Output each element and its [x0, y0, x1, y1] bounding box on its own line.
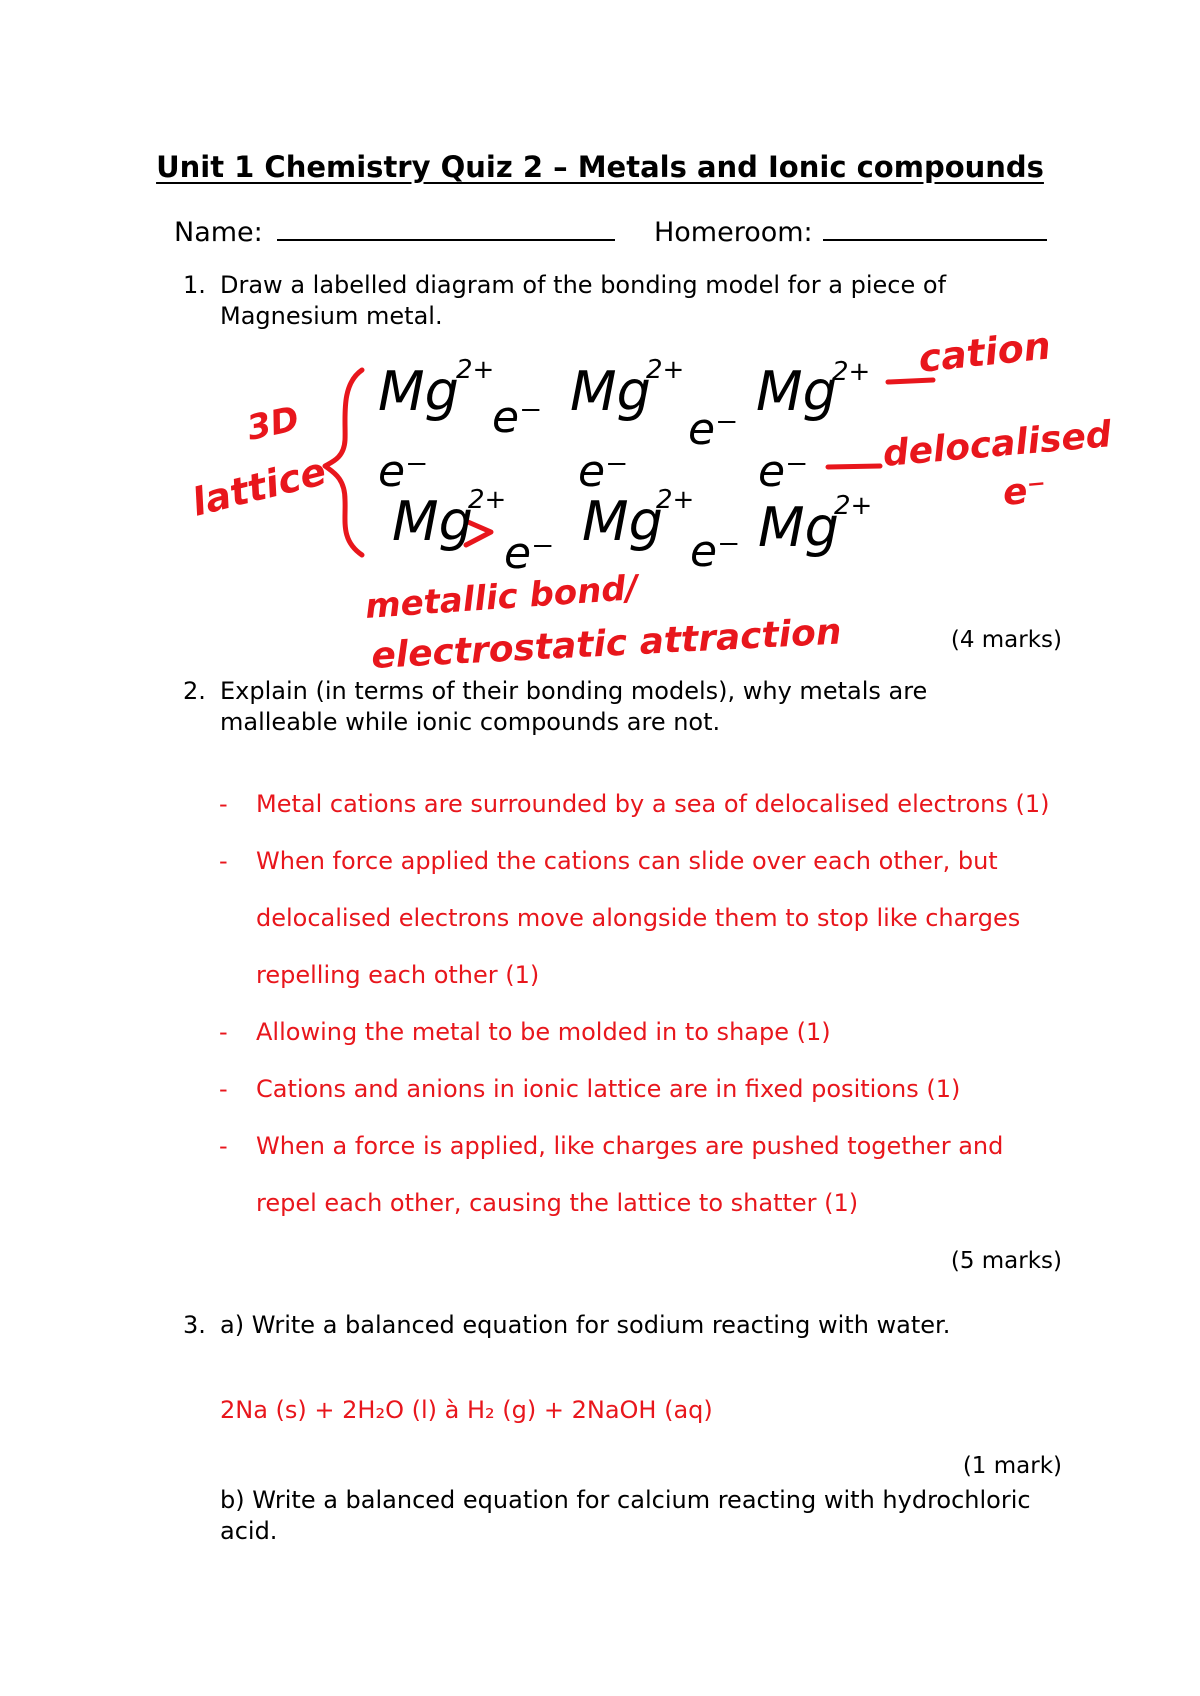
- q3b-text-line2: acid.: [220, 1517, 278, 1545]
- electron: e⁻: [492, 392, 543, 443]
- q2-number: 2.: [183, 677, 206, 705]
- q1-text-line2: Magnesium metal.: [220, 302, 443, 330]
- q2-text-line2: malleable while ionic compounds are not.: [220, 708, 721, 736]
- cation-label: cation: [916, 323, 1053, 381]
- q2-text-line1: Explain (in terms of their bonding models), why metals are: [220, 677, 928, 705]
- answer-bullet: -: [219, 1132, 228, 1160]
- delocalised-label: delocalised: [881, 414, 1114, 475]
- mg-cation: Mg: [758, 496, 839, 559]
- q1-marks: (4 marks): [950, 627, 1062, 653]
- answer-bullet: -: [219, 847, 228, 875]
- name-label: Name:: [174, 217, 263, 248]
- electron: e⁻: [758, 446, 809, 497]
- answer-line: When force applied the cations can slide over each other, but: [256, 847, 998, 875]
- lattice-label-3d: 3D: [243, 398, 303, 449]
- delocalised-e-label: e⁻: [1001, 469, 1049, 514]
- q3b-text-line1: b) Write a balanced equation for calcium reacting with hydrochloric: [220, 1486, 1031, 1514]
- answer-line: delocalised electrons move alongside them to stop like charges: [256, 904, 1021, 932]
- mg-charge: 2+: [656, 485, 695, 515]
- electrostatic-attraction-label: electrostatic attraction: [370, 611, 843, 677]
- mg-cation: Mg: [570, 360, 651, 423]
- answer-bullet: -: [219, 1075, 228, 1103]
- q1-text-line1: Draw a labelled diagram of the bonding model for a piece of: [220, 271, 947, 299]
- mg-charge: 2+: [834, 491, 873, 521]
- mg-cation: Mg: [756, 360, 837, 423]
- page-title: Unit 1 Chemistry Quiz 2 – Metals and Ionic compounds: [156, 150, 1044, 184]
- electron: e⁻: [688, 404, 739, 455]
- answer-line: repel each other, causing the lattice to shatter (1): [256, 1189, 859, 1217]
- mg-cation: Mg: [582, 490, 663, 553]
- mg-cation: Mg: [378, 360, 459, 423]
- mg-charge: 2+: [832, 357, 871, 387]
- metallic-bond-label: metallic bond/: [363, 568, 640, 627]
- q3-number: 3.: [183, 1311, 206, 1339]
- electron: e⁻: [378, 446, 429, 497]
- q1-number: 1.: [183, 271, 206, 299]
- lattice-label: lattice: [187, 449, 331, 525]
- answer-bullet: -: [219, 1018, 228, 1046]
- answer-line: Metal cations are surrounded by a sea of delocalised electrons (1): [256, 790, 1050, 818]
- mg-cation: Mg: [392, 490, 473, 553]
- q3a-marks: (1 mark): [962, 1453, 1062, 1479]
- lattice-brace: [325, 370, 362, 555]
- mg-charge: 2+: [456, 355, 495, 385]
- electron: e⁻: [690, 526, 741, 577]
- answer-line: Cations and anions in ionic lattice are in fixed positions (1): [256, 1075, 961, 1103]
- mg-charge: 2+: [646, 355, 685, 385]
- q3a-text: a) Write a balanced equation for sodium reacting with water.: [220, 1311, 951, 1339]
- electron: e⁻: [578, 446, 629, 497]
- delocalised-pointer: [828, 466, 880, 467]
- homeroom-label: Homeroom:: [653, 217, 813, 248]
- answer-line: When a force is applied, like charges are pushed together and: [256, 1132, 1004, 1160]
- q2-marks: (5 marks): [950, 1248, 1062, 1274]
- q3a-answer-equation: 2Na (s) + 2H₂O (l) à H₂ (g) + 2NaOH (aq): [220, 1396, 713, 1424]
- electron: e⁻: [504, 528, 555, 579]
- answer-line: Allowing the metal to be molded in to shape (1): [256, 1018, 831, 1046]
- mg-charge: 2+: [468, 485, 507, 515]
- answer-line: repelling each other (1): [256, 961, 540, 989]
- answer-bullet: -: [219, 790, 228, 818]
- bonding-diagram: [0, 0, 1200, 700]
